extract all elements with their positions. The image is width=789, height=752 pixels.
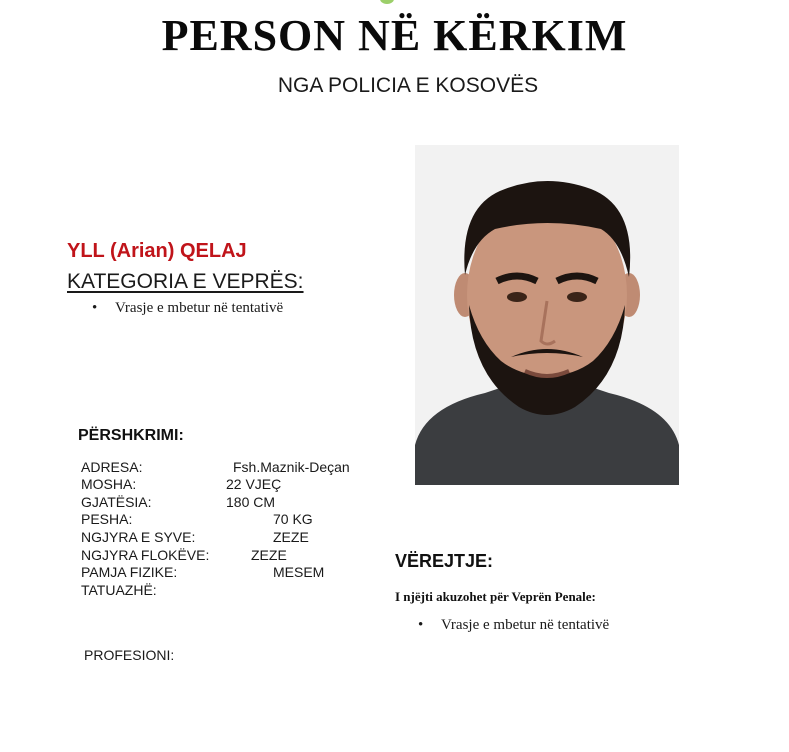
- hair-color-value: ZEZE: [251, 547, 287, 563]
- poster-title: PERSON NË KËRKIM: [161, 11, 628, 60]
- notes-offense-list: [418, 617, 609, 634]
- weight-value: 70 KG: [273, 511, 313, 527]
- notes-subheading: I njëjti akuzohet për Veprën Penale:: [395, 589, 596, 604]
- suspect-photo: [415, 145, 679, 485]
- build-label: PAMJA FIZIKE:: [81, 564, 178, 580]
- offense-list: [92, 300, 283, 317]
- suspect-portrait-image: [415, 145, 679, 485]
- poster-subtitle: NGA POLICIA E KOSOVËS: [277, 74, 539, 97]
- description-heading: PËRSHKRIMI:: [78, 427, 184, 444]
- height-label: GJATËSIA:: [81, 494, 152, 510]
- weight-label: PESHA:: [81, 511, 133, 527]
- hair-color-label: NGJYRA FLOKËVE:: [81, 547, 210, 563]
- suspect-name: YLL (Arian) QELAJ: [67, 240, 247, 262]
- notes-heading: VËREJTJE:: [395, 551, 494, 571]
- age-label: MOSHA:: [81, 476, 137, 492]
- tattoos-label: TATUAZHË:: [81, 582, 157, 598]
- address-label: ADRESA:: [81, 459, 143, 475]
- build-value: MESEM: [273, 564, 325, 580]
- notes-offense-item: • Vrasje e mbetur në tentativë: [418, 617, 609, 634]
- offense-item: • Vrasje e mbetur në tentativë: [92, 300, 283, 317]
- offense-category-heading: KATEGORIA E VEPRËS:: [67, 270, 304, 293]
- eye-color-label: NGJYRA E SYVE:: [81, 529, 196, 545]
- eye-color-value: ZEZE: [273, 529, 309, 545]
- profession-label: PROFESIONI:: [84, 647, 175, 663]
- height-value: 180 CM: [226, 494, 276, 510]
- emblem-fragment: [380, 0, 394, 4]
- age-value: 22 VJEÇ: [226, 476, 282, 492]
- address-value: Fsh.Maznik-Deçan: [233, 459, 350, 475]
